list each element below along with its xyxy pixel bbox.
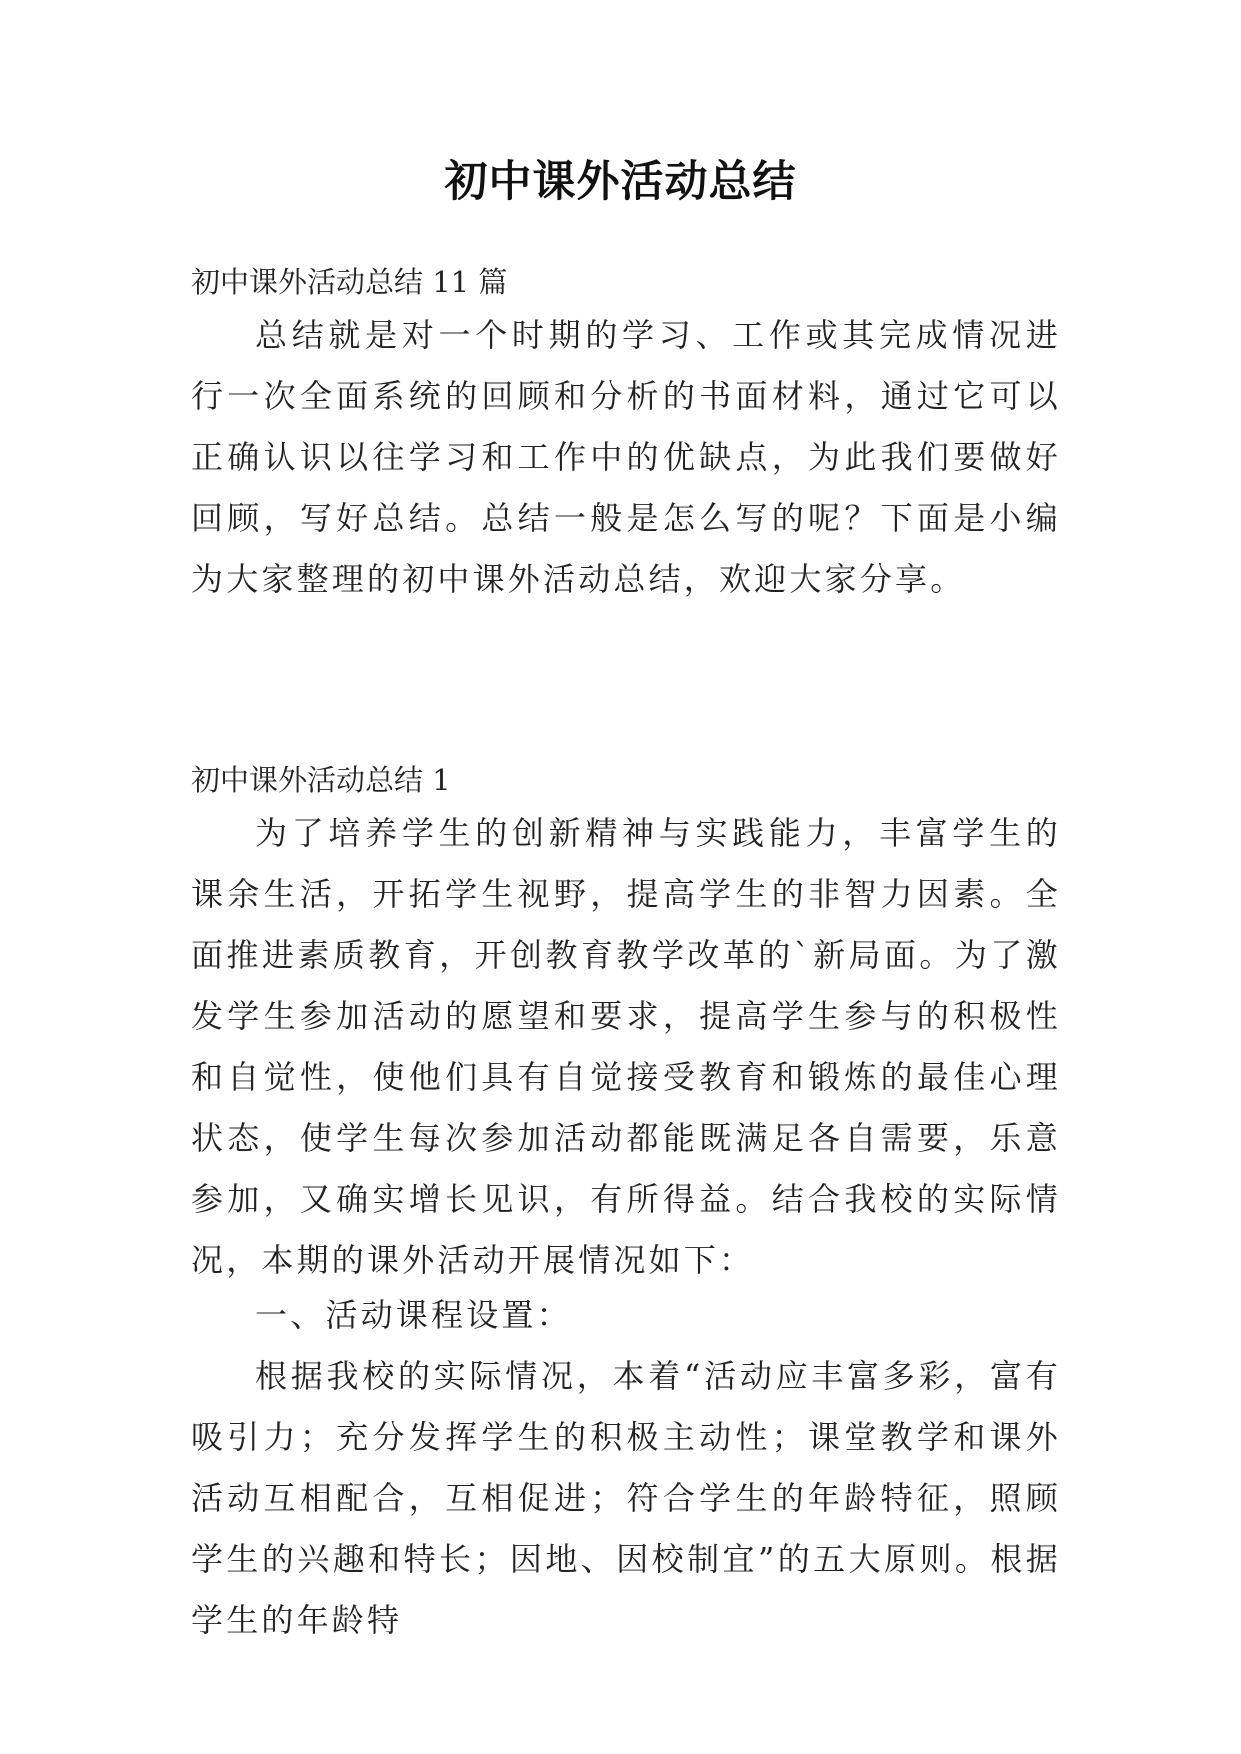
intro-paragraph: 总结就是对一个时期的学习、工作或其完成情况进行一次全面系统的回顾和分析的书面材料，通过它可以正确认识以往学习和工作中的优缺点，为此我们要做好回顾，写好总结。总结一般是怎么写的呢？下面是小编为大家整理的初中课外活动总结，欢迎大家分享。	[191, 316, 1061, 598]
document-title: 初中课外活动总结	[444, 157, 797, 207]
section-heading: 初中课外活动总结 1	[191, 763, 451, 797]
section-paragraph-2: 根据我校的实际情况，本着“活动应丰富多彩，富有吸引力；充分发挥学生的积极主动性；课堂教学和课外活动互相配合，互相促进；符合学生的年龄特征，照顾学生的兴趣和特长；因地、因校制宜”的五大原则。根据学生的年龄特	[191, 1357, 1061, 1639]
section-subheading: 一、活动课程设置：	[255, 1296, 572, 1334]
section-paragraph: 为了培养学生的创新精神与实践能力，丰富学生的课余生活，开拓学生视野，提高学生的非智力因素。全面推进素质教育，开创教育教学改革的`新局面。为了激发学生参加活动的愿望和要求，提高学生参与的积极性和自觉性，使他们具有自觉接受教育和锻炼的最佳心理状态，使学生每次参加活动都能既满足各自需要，乐意参加，又确实增长见识，有所得益。结合我校的实际情况，本期的课外活动开展情况如下：	[191, 814, 1061, 1279]
document-subtitle: 初中课外活动总结 11 篇	[191, 265, 508, 299]
